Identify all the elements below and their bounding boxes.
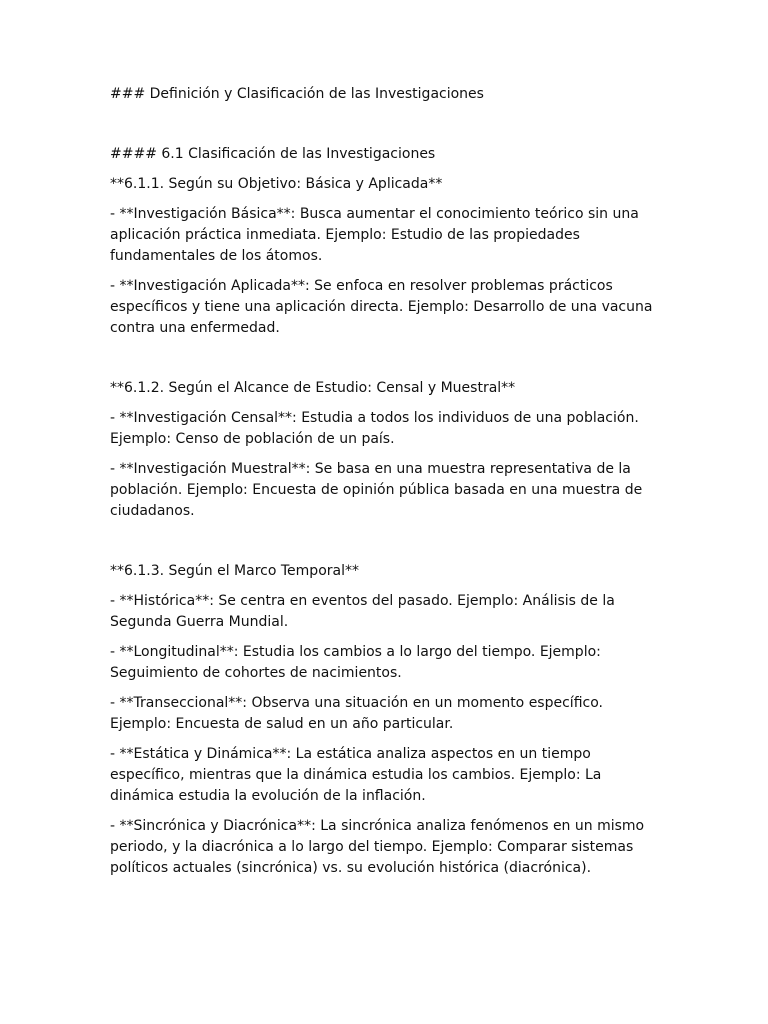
paragraph-sincronica-diacronica: - **Sincrónica y Diacrónica**: La sincrónica analiza fenómenos en un mismo periodo, y la diacrónica a lo largo del tiempo. Ejemplo: Comparar sistemas políticos actuales (sincrónica) vs. su evolución histórica (diacrónica). [110, 818, 645, 876]
paragraph-estatica-dinamica: - **Estática y Dinámica**: La estática analiza aspectos en un tiempo específico, mientras que la dinámica estudia los cambios. Ejemplo: La dinámica estudia la evolución de la inflación. [110, 746, 602, 804]
document-title: ### Definición y Clasificación de las Investigaciones [110, 86, 484, 102]
document-page [110, 84, 658, 888]
section-heading: #### 6.1 Clasificación de las Investigaciones [110, 146, 436, 162]
paragraph-muestral: - **Investigación Muestral**: Se basa en una muestra representativa de la población. Ejemplo: Encuesta de opinión pública basada en una muestra de ciudadanos. [110, 461, 643, 519]
subsection-heading-alcance: **6.1.2. Según el Alcance de Estudio: Censal y Muestral** [110, 380, 516, 396]
paragraph-basica: - **Investigación Básica**: Busca aumentar el conocimiento teórico sin una aplicación práctica inmediata. Ejemplo: Estudio de las propiedades fundamentales de los átomos. [110, 206, 639, 264]
paragraph-censal: - **Investigación Censal**: Estudia a todos los individuos de una población. Ejemplo: Censo de población de un país. [110, 410, 639, 447]
subsection-heading-temporal: **6.1.3. Según el Marco Temporal** [110, 563, 359, 579]
paragraph-historica: - **Histórica**: Se centra en eventos del pasado. Ejemplo: Análisis de la Segunda Guerra Mundial. [110, 593, 615, 630]
subsection-heading-objetivo: **6.1.1. Según su Objetivo: Básica y Aplicada** [110, 176, 443, 192]
paragraph-longitudinal: - **Longitudinal**: Estudia los cambios a lo largo del tiempo. Ejemplo: Seguimiento de cohortes de nacimientos. [110, 644, 601, 681]
paragraph-aplicada: - **Investigación Aplicada**: Se enfoca en resolver problemas prácticos específicos y tiene una aplicación directa. Ejemplo: Desarrollo de una vacuna contra una enfermedad. [110, 278, 653, 336]
paragraph-transeccional: - **Transeccional**: Observa una situación en un momento específico. Ejemplo: Encuesta de salud en un año particular. [110, 695, 603, 732]
